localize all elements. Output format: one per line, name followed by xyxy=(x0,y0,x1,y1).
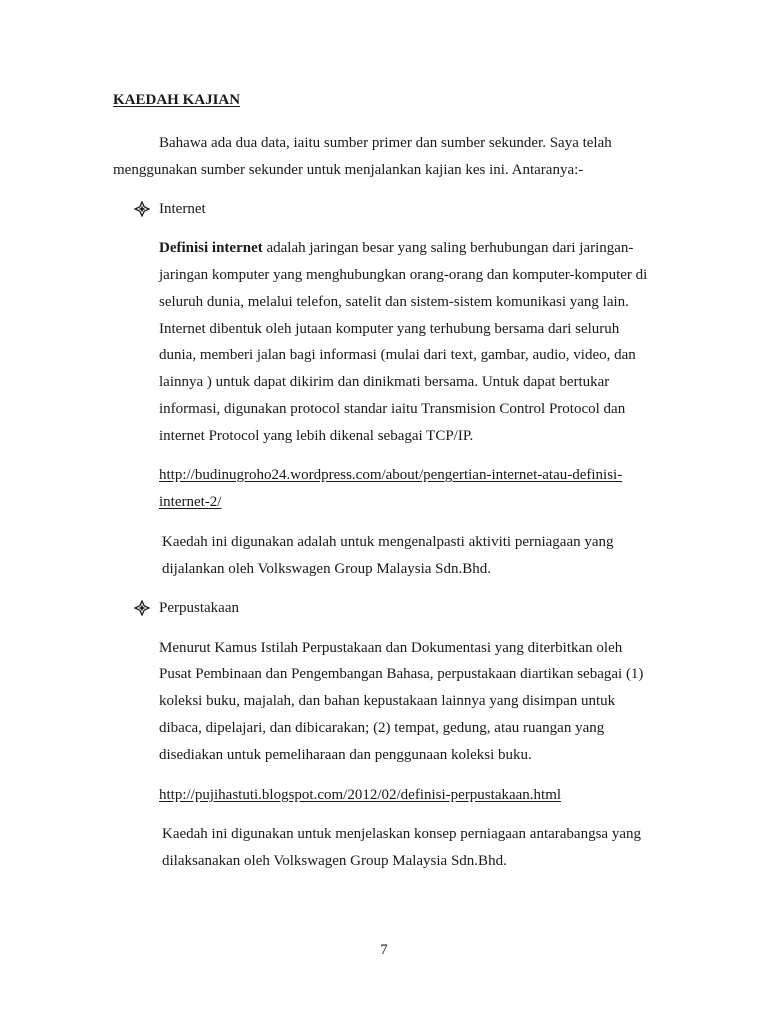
section-heading: KAEDAH KAJIAN xyxy=(113,92,241,108)
perpustakaan-definition-line: Menurut Kamus Istilah Perpustakaan dan Dokumentasi yang diterbitkan oleh xyxy=(159,640,623,656)
source-link-internet-line-1[interactable]: http://budinugroho24.wordpress.com/about/pengertian-internet-atau-definisi- xyxy=(159,467,623,483)
internet-note-line: dijalankan oleh Volkswagen Group Malaysia Sdn.Bhd. xyxy=(162,561,491,577)
internet-definition-line: seluruh dunia, melalui telefon, satelit dan sistem-sistem komunikasi yang lain. xyxy=(159,294,629,310)
page-number: 7 xyxy=(380,942,388,958)
item-title-perpustakaan: Perpustakaan xyxy=(159,600,239,616)
internet-definition-line: Internet dibentuk oleh jutaan komputer yang terhubung bersama dari seluruh xyxy=(159,321,620,337)
intro-line-2: menggunakan sumber sekunder untuk menjalankan kajian kes ini. Antaranya:- xyxy=(113,162,584,178)
source-link-perpustakaan[interactable]: http://pujihastuti.blogspot.com/2012/02/definisi-perpustakaan.html xyxy=(159,787,562,803)
definition-term: Definisi internet xyxy=(159,240,263,256)
internet-definition-line-1 xyxy=(159,238,633,258)
source-link-internet-line-2[interactable]: internet-2/ xyxy=(159,494,222,510)
intro-line-1: Bahawa ada dua data, iaitu sumber primer dan sumber sekunder. Saya telah xyxy=(159,135,612,151)
item-title-internet: Internet xyxy=(159,201,206,217)
perpustakaan-note-line: Kaedah ini digunakan untuk menjelaskan konsep perniagaan antarabangsa yang xyxy=(162,826,641,842)
diamond-bullet-icon xyxy=(134,600,150,616)
internet-definition-line: internet Protocol yang lebih dikenal sebagai TCP/IP. xyxy=(159,428,474,444)
perpustakaan-note-line: dilaksanakan oleh Volkswagen Group Malaysia Sdn.Bhd. xyxy=(162,853,507,869)
internet-definition-line: lainnya ) untuk dapat dikirim dan dinikmati bersama. Untuk dapat bertukar xyxy=(159,374,610,390)
internet-definition-line: dunia, memberi jalan bagi informasi (mulai dari text, gambar, audio, video, dan xyxy=(159,347,636,363)
internet-definition-line: jaringan komputer yang menghubungkan orang-orang dan komputer-komputer di xyxy=(159,267,648,283)
internet-definition-line: informasi, digunakan protocol standar iaitu Transmision Control Protocol dan xyxy=(159,401,626,417)
perpustakaan-definition-line: Pusat Pembinaan dan Pengembangan Bahasa, perpustakaan diartikan sebagai (1) xyxy=(159,666,644,682)
internet-note-line: Kaedah ini digunakan adalah untuk mengenalpasti aktiviti perniagaan yang xyxy=(162,534,614,550)
perpustakaan-definition-line: disediakan untuk pemeliharaan dan penggunaan koleksi buku. xyxy=(159,747,532,763)
perpustakaan-definition-line: koleksi buku, majalah, dan bahan kepustakaan lainnya yang disimpan untuk xyxy=(159,693,616,709)
diamond-bullet-icon xyxy=(134,201,150,217)
definition-first-rest: adalah jaringan besar yang saling berhubungan dari jaringan- xyxy=(262,240,634,256)
perpustakaan-definition-line: dibaca, dipelajari, dan dibicarakan; (2) tempat, gedung, atau ruangan yang xyxy=(159,720,605,736)
